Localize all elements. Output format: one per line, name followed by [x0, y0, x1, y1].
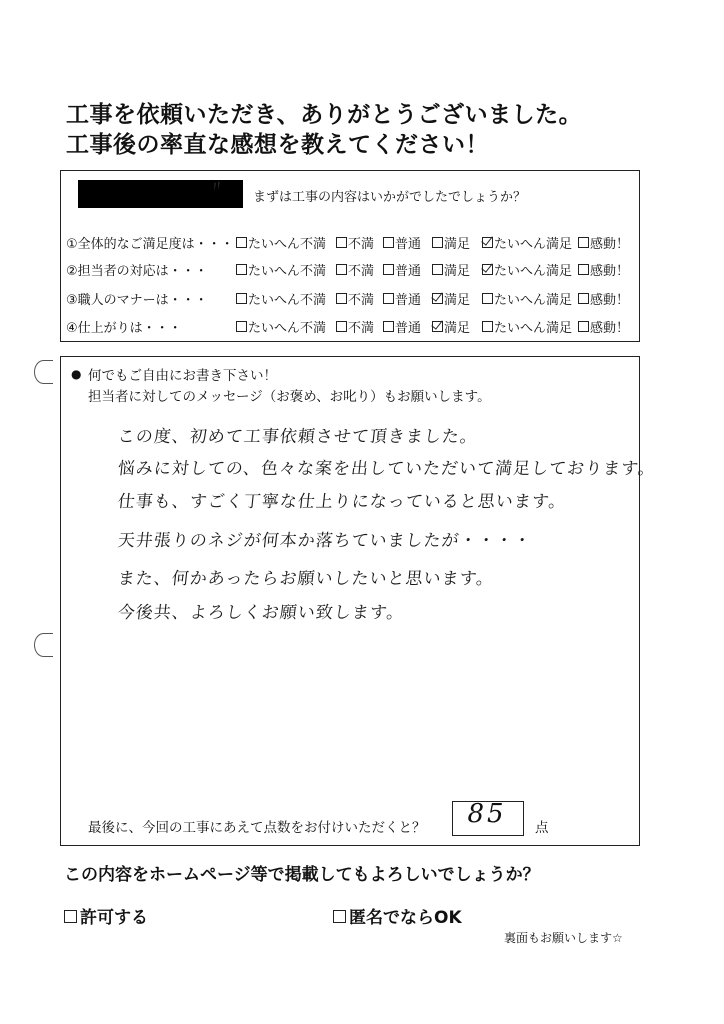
handwritten-line: 今後共、よろしくお願い致します。	[116, 603, 406, 623]
survey-option-label: 普通	[395, 293, 422, 308]
anonymous-option[interactable]	[333, 903, 462, 928]
allow-label: 許可する	[80, 908, 148, 928]
survey-option-label: たいへん満足	[494, 293, 573, 308]
survey-option-label: たいへん不満	[248, 237, 327, 252]
survey-option-label: 普通	[395, 321, 422, 336]
survey-option[interactable]	[432, 233, 470, 252]
survey-question-label: ④仕上がりは・・・	[66, 321, 182, 336]
survey-option-label: 感動！	[590, 321, 630, 336]
handwritten-line: この度、初めて工事依頼させて頂きました。	[116, 427, 479, 447]
punch-hole-bottom	[34, 633, 53, 657]
punch-hole-top	[34, 360, 53, 384]
checkbox-icon[interactable]	[336, 237, 347, 248]
comment-prompt-title: 何でもご自由にお書き下さい！	[88, 368, 277, 384]
handwritten-line: 仕事も、すごく丁寧な仕上りになっていると思います。	[116, 492, 568, 512]
survey-option[interactable]	[236, 233, 326, 252]
checked-checkbox-icon[interactable]	[432, 321, 443, 332]
survey-option[interactable]	[336, 289, 374, 308]
survey-option-label: 満足	[444, 264, 471, 279]
survey-option-label: たいへん満足	[494, 264, 573, 279]
score-value: 85	[467, 799, 507, 829]
survey-option-label: 感動！	[590, 264, 630, 279]
score-unit: 点	[535, 820, 549, 836]
survey-option-label: たいへん不満	[248, 264, 327, 279]
checkbox-icon[interactable]	[383, 237, 394, 248]
comment-prompt-subtitle: 担当者に対してのメッセージ（お褒め、お叱り）もお願いします。	[88, 389, 491, 405]
score-prompt: 最後に、今回の工事にあえて点数をお付けいただくと？	[88, 820, 426, 836]
survey-option[interactable]	[432, 260, 470, 279]
name-ditto-mark: 〃	[208, 177, 227, 197]
survey-option-label: 普通	[395, 264, 422, 279]
header-line-1: 工事を依頼いただき、ありがとうございました。	[66, 102, 583, 128]
survey-option[interactable]	[236, 289, 326, 308]
survey-question-label: ①全体的なご満足度は・・・	[66, 237, 234, 252]
survey-question-label: ②担当者の対応は・・・	[66, 264, 208, 279]
handwritten-line: また、何かあったらお願いしたいと思います。	[116, 569, 496, 589]
handwritten-line: 悩みに対しての、色々な案を出していただいて満足しております。	[116, 459, 657, 479]
survey-option[interactable]	[383, 233, 421, 252]
survey-option[interactable]	[482, 260, 572, 279]
checked-checkbox-icon[interactable]	[482, 264, 493, 275]
handwritten-line: 天井張りのネジが何本か落ちていましたが・・・・	[116, 531, 533, 551]
survey-option[interactable]	[383, 260, 421, 279]
survey-option-label: 感動！	[590, 237, 630, 252]
survey-option-label: たいへん満足	[494, 237, 573, 252]
survey-option[interactable]	[578, 233, 629, 252]
survey-option[interactable]	[432, 317, 470, 336]
bullet-icon: ●	[71, 367, 82, 381]
survey-option[interactable]	[236, 317, 326, 336]
header-line-2: 工事後の率直な感想を教えてください！	[66, 132, 489, 158]
survey-option[interactable]	[578, 260, 629, 279]
checkbox-icon[interactable]	[432, 264, 443, 275]
survey-option[interactable]	[578, 317, 629, 336]
checkbox-icon[interactable]	[578, 321, 589, 332]
survey-option[interactable]	[578, 289, 629, 308]
checkbox-icon[interactable]	[236, 264, 247, 275]
survey-option-label: たいへん不満	[248, 293, 327, 308]
survey-option-label: たいへん不満	[248, 321, 327, 336]
survey-option[interactable]	[482, 317, 572, 336]
survey-option-label: たいへん満足	[494, 321, 573, 336]
survey-option[interactable]	[336, 317, 374, 336]
survey-option[interactable]	[482, 233, 572, 252]
survey-option[interactable]	[432, 289, 470, 308]
survey-intro: まずは工事の内容はいかがでしたでしょうか？	[253, 190, 527, 205]
survey-option[interactable]	[336, 233, 374, 252]
survey-option-label: 不満	[348, 293, 375, 308]
survey-question-label: ③職人のマナーは・・・	[66, 293, 208, 308]
checkbox-icon[interactable]	[432, 237, 443, 248]
survey-option[interactable]	[383, 317, 421, 336]
survey-option-label: 普通	[395, 237, 422, 252]
survey-option[interactable]	[482, 289, 572, 308]
checkbox-icon[interactable]	[482, 293, 493, 304]
checkbox-icon[interactable]	[336, 293, 347, 304]
survey-option-label: 不満	[348, 264, 375, 279]
checkbox-icon[interactable]	[383, 321, 394, 332]
checkbox-icon[interactable]	[383, 264, 394, 275]
checkbox-icon[interactable]	[236, 321, 247, 332]
survey-option[interactable]	[236, 260, 326, 279]
publish-question: この内容をホームページ等で掲載してもよろしいでしょうか？	[64, 865, 540, 885]
checkbox-icon[interactable]	[383, 293, 394, 304]
survey-option[interactable]	[336, 260, 374, 279]
checkbox-icon[interactable]	[578, 264, 589, 275]
checkbox-icon[interactable]	[336, 321, 347, 332]
checked-checkbox-icon[interactable]	[432, 293, 443, 304]
back-side-note: 裏面もお願いします☆	[504, 931, 623, 945]
anonymous-checkbox[interactable]	[333, 910, 346, 923]
survey-option-label: 不満	[348, 237, 375, 252]
checkbox-icon[interactable]	[578, 293, 589, 304]
checkbox-icon[interactable]	[578, 237, 589, 248]
checkbox-icon[interactable]	[236, 293, 247, 304]
survey-option-label: 満足	[444, 237, 471, 252]
survey-option[interactable]	[383, 289, 421, 308]
survey-option-label: 満足	[444, 293, 471, 308]
checkbox-icon[interactable]	[482, 321, 493, 332]
checked-checkbox-icon[interactable]	[482, 237, 493, 248]
allow-option[interactable]	[64, 903, 148, 928]
survey-option-label: 感動！	[590, 293, 630, 308]
survey-option-label: 不満	[348, 321, 375, 336]
checkbox-icon[interactable]	[236, 237, 247, 248]
survey-option-label: 満足	[444, 321, 471, 336]
anonymous-label: 匿名でならOK	[349, 908, 462, 928]
checkbox-icon[interactable]	[336, 264, 347, 275]
allow-checkbox[interactable]	[64, 910, 77, 923]
